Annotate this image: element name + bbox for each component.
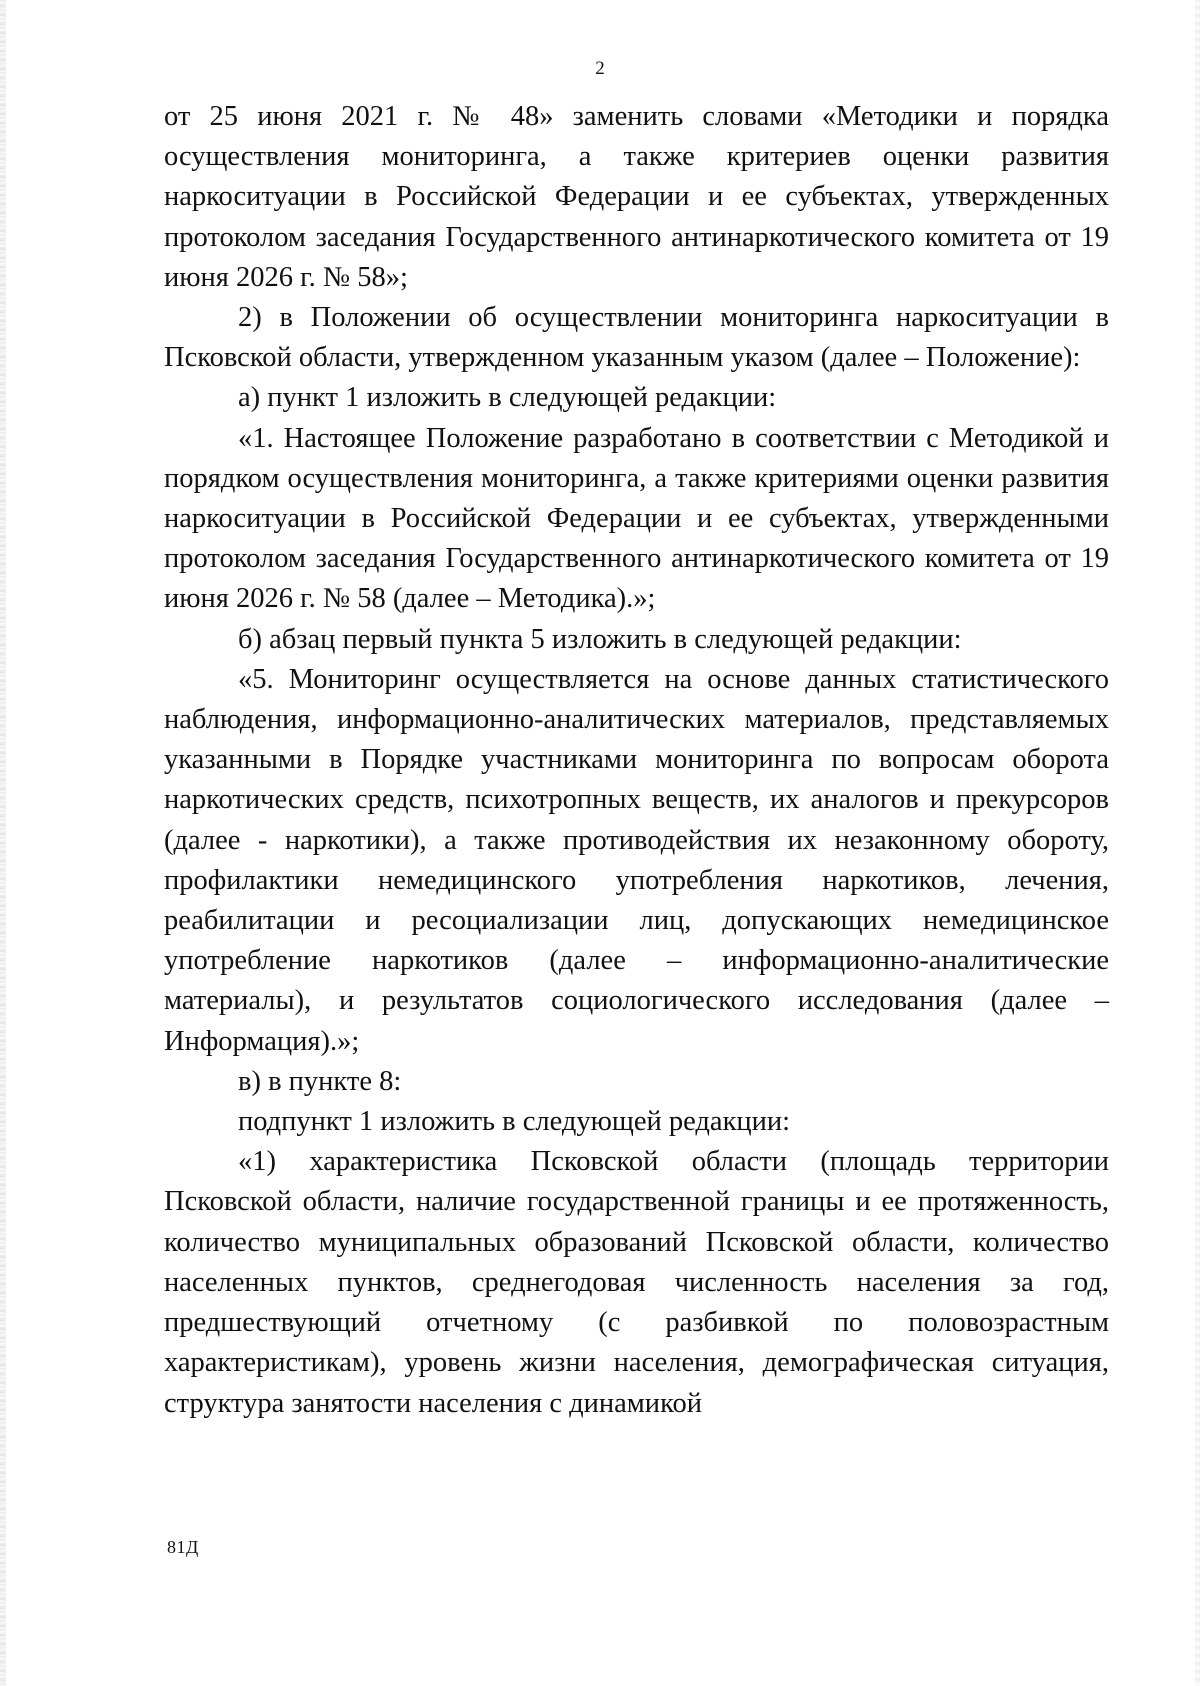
- paragraph-subitem-v: в) в пункте 8:: [238, 1065, 402, 1097]
- document-body: [164, 97, 1109, 1424]
- document-code: 81Д: [167, 1537, 199, 1557]
- paragraph-clause-5: «5. Мониторинг осуществляется на основе данных статистического наблюдения, информационно-аналитических материалов, представляемых указанными в Порядке участниками мониторинга по вопросам оборота наркотических средств, психотропных веществ, их аналогов и прекурсоров (далее - наркотики), а также противодействия их незаконному обороту, профилактики немедицинского употребления наркотиков, лечения, реабилитации и ресоциализации лиц, допускающих немедицинское употребление наркотиков (далее – информационно-аналитические материалы), и результатов социологического исследования (далее – Информация).»;: [164, 663, 1109, 1057]
- paragraph-clause-1: «1. Настоящее Положение разработано в соответствии с Методикой и порядком осуществления мониторинга, а также критериями оценки развития наркоситуации в Российской Федерации и ее субъектах, утвержденными протоколом заседания Государственного антинаркотического комитета от 19 июня 2026 г. № 58 (далее – Методика).»;: [164, 422, 1109, 615]
- paragraph-item-2: 2) в Положении об осуществлении мониторинга наркоситуации в Псковской области, утвержденном указанным указом (далее – Положение):: [164, 302, 1109, 374]
- paragraph-subclause-1: «1) характеристика Псковской области (площадь территории Псковской области, наличие государственной границы и ее протяженность, количество муниципальных образований Псковской области, количество населенных пунктов, среднегодовая численность населения за год, предшествующий отчетному (с разбивкой по половозрастным характеристикам), уровень жизни населения, демографическая ситуация, структура занятости населения с динамикой: [164, 1146, 1109, 1419]
- paragraph-continuation: от 25 июня 2021 г. № 48» заменить словами «Методики и порядка осуществления мониторинга, а также критериев оценки развития наркоситуации в Российской Федерации и ее субъектах, утвержденных протоколом заседания Государственного антинаркотического комитета от 19 июня 2026 г. № 58»;: [164, 101, 1109, 293]
- scan-edge-right: [1195, 0, 1200, 1686]
- paragraph-subitem-b: б) абзац первый пункта 5 изложить в следующей редакции:: [238, 623, 962, 655]
- paragraph-subclause-intro: подпункт 1 изложить в следующей редакции:: [238, 1106, 791, 1138]
- paragraph-subitem-a: а) пункт 1 изложить в следующей редакции:: [238, 382, 777, 414]
- scan-edge-left: [0, 0, 6, 1686]
- page-number: 2: [595, 58, 605, 79]
